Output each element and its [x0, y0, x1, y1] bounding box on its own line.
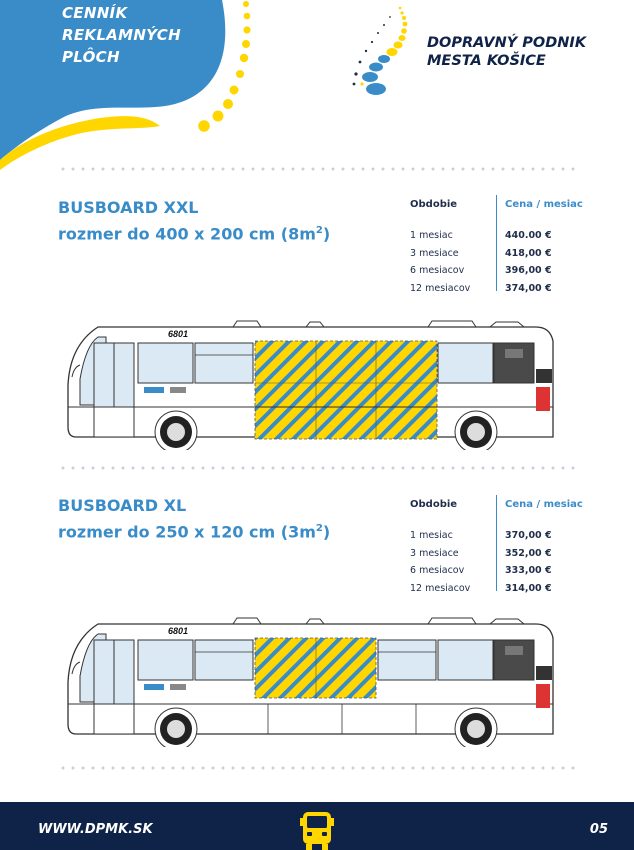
website-link[interactable]: WWW.DPMK.SK [38, 822, 153, 837]
title-line-1: CENNÍK [62, 4, 128, 22]
bus-illustration-xl [58, 612, 558, 747]
col-price-header: Cena / mesiac [505, 199, 583, 210]
price-row [410, 530, 585, 548]
price-table-header [410, 199, 585, 215]
price-table-header [410, 499, 585, 515]
row-price: 370,00 € [505, 530, 552, 541]
price-row [410, 265, 585, 283]
dimension-suffix: ) [322, 224, 331, 244]
title-line-3: PLÔCH [62, 48, 120, 66]
price-row [410, 548, 585, 566]
price-rows [410, 230, 585, 300]
row-price: 333,00 € [505, 565, 552, 577]
bus-number: 6801 [168, 329, 189, 339]
section-title-line-1: BUSBOARD XXL [58, 198, 199, 217]
page-number: 05 [589, 822, 608, 837]
dotted-divider [58, 766, 578, 770]
row-price: 396,00 € [505, 265, 552, 277]
row-price: 352,00 € [505, 547, 552, 559]
logo-line-2: MESTA KOŠICE [427, 53, 546, 69]
price-rows [410, 530, 585, 600]
row-period: 12 mesiacov [410, 582, 471, 594]
dotted-divider [58, 167, 578, 171]
dimension-text: rozmer do 400 x 200 cm (8m [58, 224, 316, 244]
section-dimension [58, 517, 330, 543]
price-row [410, 230, 585, 248]
price-row [410, 565, 585, 583]
price-row [410, 248, 585, 266]
row-period: 6 mesiacov [410, 265, 465, 277]
bus-icon [300, 812, 334, 850]
col-period-header: Obdobie [410, 199, 458, 210]
section-title [58, 494, 330, 543]
row-price: 374,00 € [505, 282, 552, 294]
row-period: 3 mesiace [410, 547, 459, 559]
bus-illustration-xxl [58, 315, 558, 450]
price-table [410, 499, 585, 594]
bus-number: 6801 [168, 626, 189, 636]
dimension-sup: 2 [315, 225, 323, 236]
section-dimension [58, 219, 330, 245]
price-row [410, 283, 585, 301]
row-period: 12 mesiacov [410, 282, 471, 294]
col-price-header: Cena / mesiac [505, 499, 583, 510]
dotted-divider [58, 466, 578, 470]
dimension-text: rozmer do 250 x 120 cm (3m [58, 522, 316, 542]
section-title [58, 196, 330, 245]
row-price: 418,00 € [505, 247, 552, 259]
dpmk-logo-text [427, 34, 586, 70]
row-price: 314,00 € [505, 582, 552, 594]
brochure-title [62, 2, 181, 68]
dimension-sup: 2 [315, 523, 323, 534]
section-title-line-1: BUSBOARD XL [58, 496, 187, 515]
row-period: 3 mesiace [410, 247, 459, 259]
dpmk-logo-icon [348, 4, 428, 100]
row-period: 1 mesiac [410, 230, 453, 241]
price-row [410, 583, 585, 601]
dimension-suffix: ) [322, 522, 331, 542]
price-table [410, 199, 585, 294]
footer-bar [0, 802, 634, 850]
row-period: 6 mesiacov [410, 565, 465, 577]
col-period-header: Obdobie [410, 499, 458, 510]
logo-line-1: DOPRAVNÝ PODNIK [427, 35, 587, 51]
row-price: 440.00 € [505, 230, 552, 241]
row-period: 1 mesiac [410, 530, 453, 541]
title-line-2: REKLAMNÝCH [62, 26, 181, 44]
